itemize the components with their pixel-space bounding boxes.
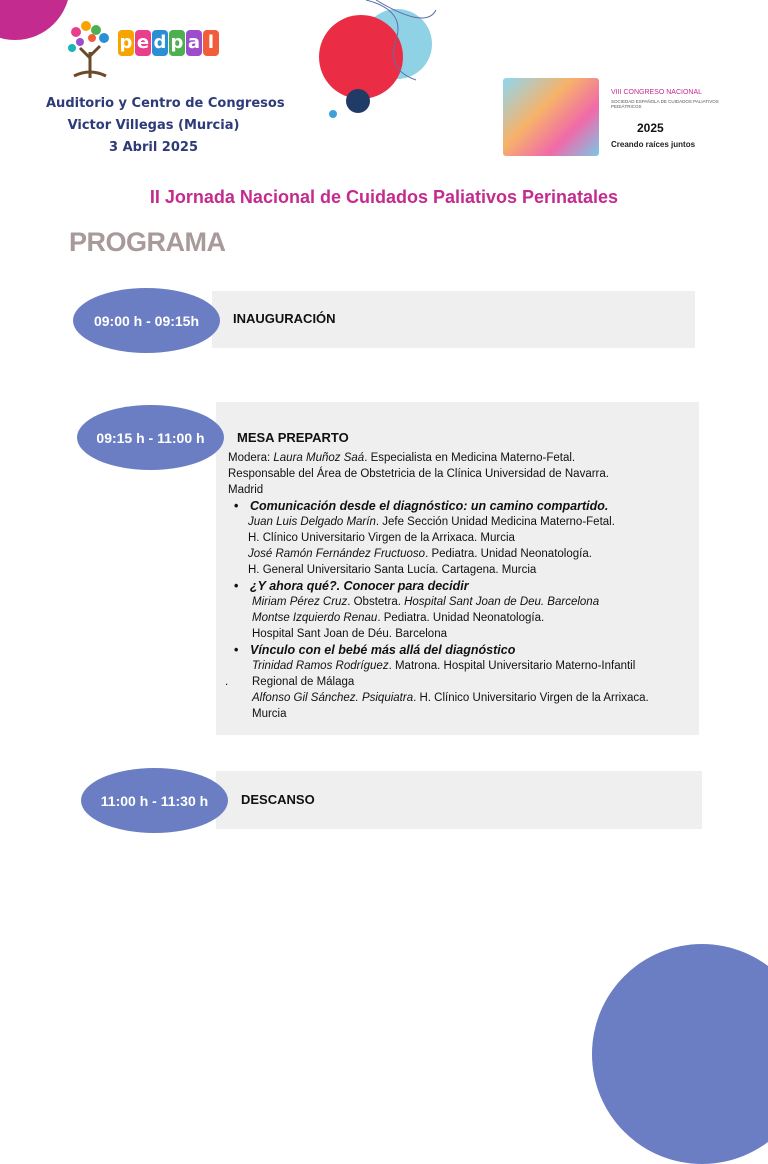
speaker-line: Alfonso Gil Sánchez. Psiquiatra. H. Clínico Universitario Virgen de la Arrixaca.	[252, 692, 649, 704]
corner-circle-magenta	[0, 0, 70, 40]
congreso-year: 2025	[637, 121, 664, 135]
speaker-line: Hospital Sant Joan de Déu. Barcelona	[252, 628, 447, 640]
session-label: MESA PREPARTO	[237, 430, 349, 445]
venue-block	[46, 93, 285, 159]
pedpal-letter: e	[135, 30, 151, 56]
session-label: DESCANSO	[241, 792, 315, 807]
congreso-logo	[503, 78, 725, 156]
decorative-circles	[306, 0, 446, 125]
congreso-org: SOCIEDAD ESPAÑOLA DE CUIDADOS PALIATIVOS PEDIÁTRICOS	[611, 99, 719, 109]
pedpal-letter: l	[203, 30, 219, 56]
pedpal-letter: a	[186, 30, 202, 56]
moderator-line: Madrid	[228, 484, 264, 496]
speaker-line: Trinidad Ramos Rodríguez. Matrona. Hospital Universitario Materno-Infantil	[252, 660, 636, 672]
tree-icon	[66, 18, 126, 80]
venue-line: Victor Villegas (Murcia)	[67, 118, 240, 133]
speaker-line: . Regional de Málaga	[225, 676, 355, 688]
pedpal-wordmark	[118, 30, 219, 56]
moderator-name: Laura Muñoz Saá	[273, 452, 365, 464]
session-time-pill: 09:00 h - 09:15h	[73, 288, 220, 353]
session-time-pill: 09:15 h - 11:00 h	[77, 405, 224, 470]
talk-title: • ¿Y ahora qué?. Conocer para decidir	[228, 578, 694, 594]
speaker-line: Juan Luis Delgado Marín. Jefe Sección Unidad Medicina Materno-Fetal.	[248, 516, 615, 528]
session-time-pill: 11:00 h - 11:30 h	[81, 768, 228, 833]
speaker-line: H. Clínico Universitario Virgen de la Arrixaca. Murcia	[248, 532, 515, 544]
programa-heading: PROGRAMA	[69, 227, 226, 257]
session-label: INAUGURACIÓN	[233, 311, 336, 326]
venue-line: Auditorio y Centro de Congresos	[46, 96, 285, 111]
congreso-title: VIII CONGRESO NACIONAL	[611, 89, 703, 96]
moderator-line: Responsable del Área de Obstetricia de la Clínica Universidad de Navarra.	[228, 468, 609, 480]
event-title: II Jornada Nacional de Cuidados Paliativos Perinatales	[149, 187, 619, 207]
corner-circle-blue	[592, 944, 768, 1164]
speaker-line: H. General Universitario Santa Lucía. Cartagena. Murcia	[248, 564, 537, 576]
tree-illustration	[503, 78, 599, 156]
speaker-line: Murcia	[252, 708, 287, 720]
speaker-line: Miriam Pérez Cruz. Obstetra. Hospital Sant Joan de Deu. Barcelona	[252, 596, 600, 608]
pedpal-letter: d	[152, 30, 168, 56]
speaker-line: José Ramón Fernández Fructuoso. Pediatra. Unidad Neonatología.	[248, 548, 592, 560]
moderator-line: Modera: Laura Muñoz Saá. Especialista en Medicina Materno-Fetal.	[228, 452, 576, 464]
congreso-tagline: Creando raíces juntos	[611, 140, 696, 149]
venue-date: 3 Abril 2025	[109, 140, 198, 155]
pedpal-letter: p	[118, 30, 134, 56]
pedpal-logo	[66, 18, 216, 80]
pedpal-letter: p	[169, 30, 185, 56]
speaker-line: Montse Izquierdo Renau. Pediatra. Unidad Neonatología.	[252, 612, 545, 624]
talk-title: • Vínculo con el bebé más allá del diagnóstico	[228, 642, 694, 658]
talk-title: • Comunicación desde el diagnóstico: un camino compartido.	[228, 498, 694, 514]
mesa-preparto-content	[225, 430, 694, 722]
